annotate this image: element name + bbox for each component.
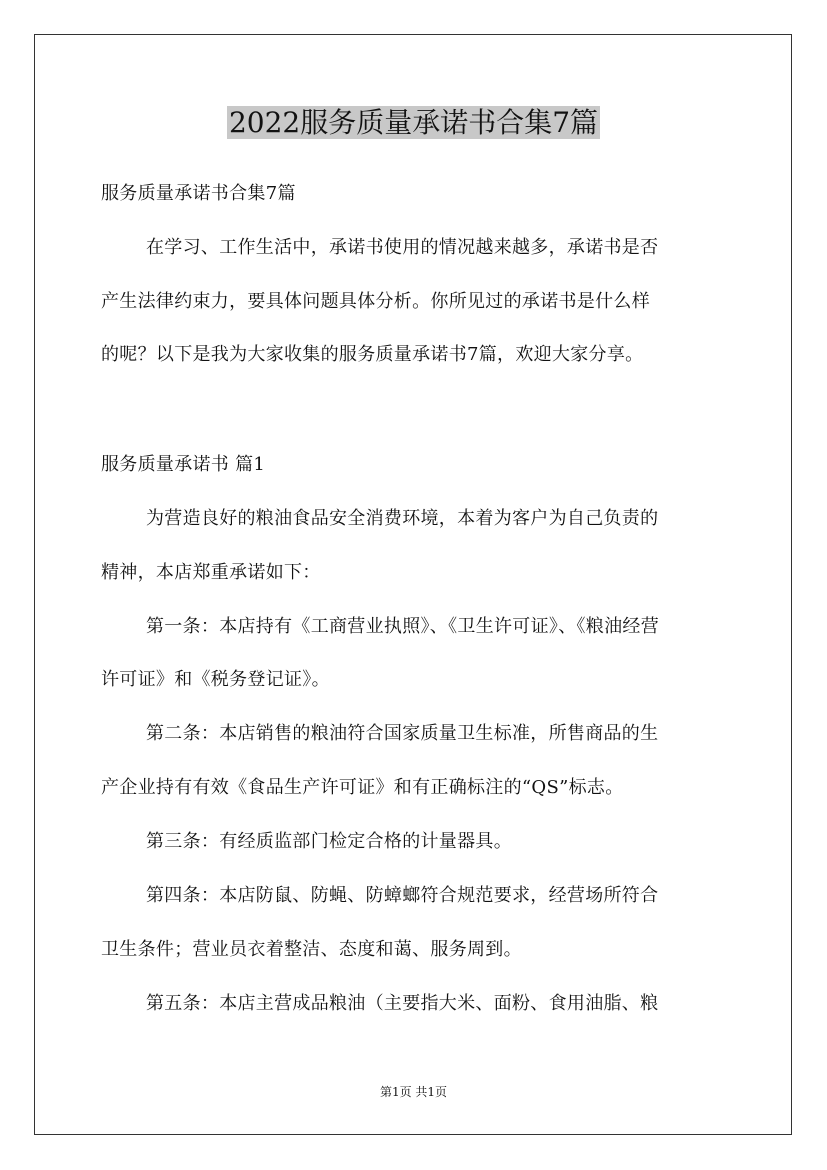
document-subtitle: 服务质量承诺书合集7篇 [101,183,296,204]
paragraph-line: 在学习、工作生活中，承诺书使用的情况越来越多，承诺书是否 [146,237,659,258]
paragraph-line: 精神，本店郑重承诺如下： [101,562,321,583]
paragraph-line: 第四条：本店防鼠、防蝇、防蟑螂符合规范要求，经营场所符合 [146,885,659,906]
paragraph-line: 许可证》和《税务登记证》。 [101,669,330,690]
paragraph-line: 第五条：本店主营成品粮油（主要指大米、面粉、食用油脂、粮 [146,993,659,1014]
paragraph-line: 为营造良好的粮油食品安全消费环境，本着为客户为自己负责的 [146,508,659,529]
paragraph-line: 产企业持有有效《食品生产许可证》和有正确标注的“QS”标志。 [101,777,624,798]
paragraph-line: 的呢？以下是我为大家收集的服务质量承诺书7篇，欢迎大家分享。 [101,344,644,365]
paragraph-line: 第三条：有经质监部门检定合格的计量器具。 [146,831,512,852]
document-title-text: 2022服务质量承诺书合集7篇 [228,106,599,139]
page-footer: 第1页 共1页 [379,1085,448,1099]
document-title [0,100,827,146]
paragraph-line: 第二条：本店销售的粮油符合国家质量卫生标准，所售商品的生 [146,723,659,744]
section-heading: 服务质量承诺书 篇1 [101,454,266,475]
paragraph-line: 第一条：本店持有《工商营业执照》、《卫生许可证》、《粮油经营 [146,616,659,637]
paragraph-line: 卫生条件；营业员衣着整洁、态度和蔼、服务周到。 [101,939,522,960]
paragraph-line: 产生法律约束力，要具体问题具体分析。你所见过的承诺书是什么样 [101,291,650,312]
